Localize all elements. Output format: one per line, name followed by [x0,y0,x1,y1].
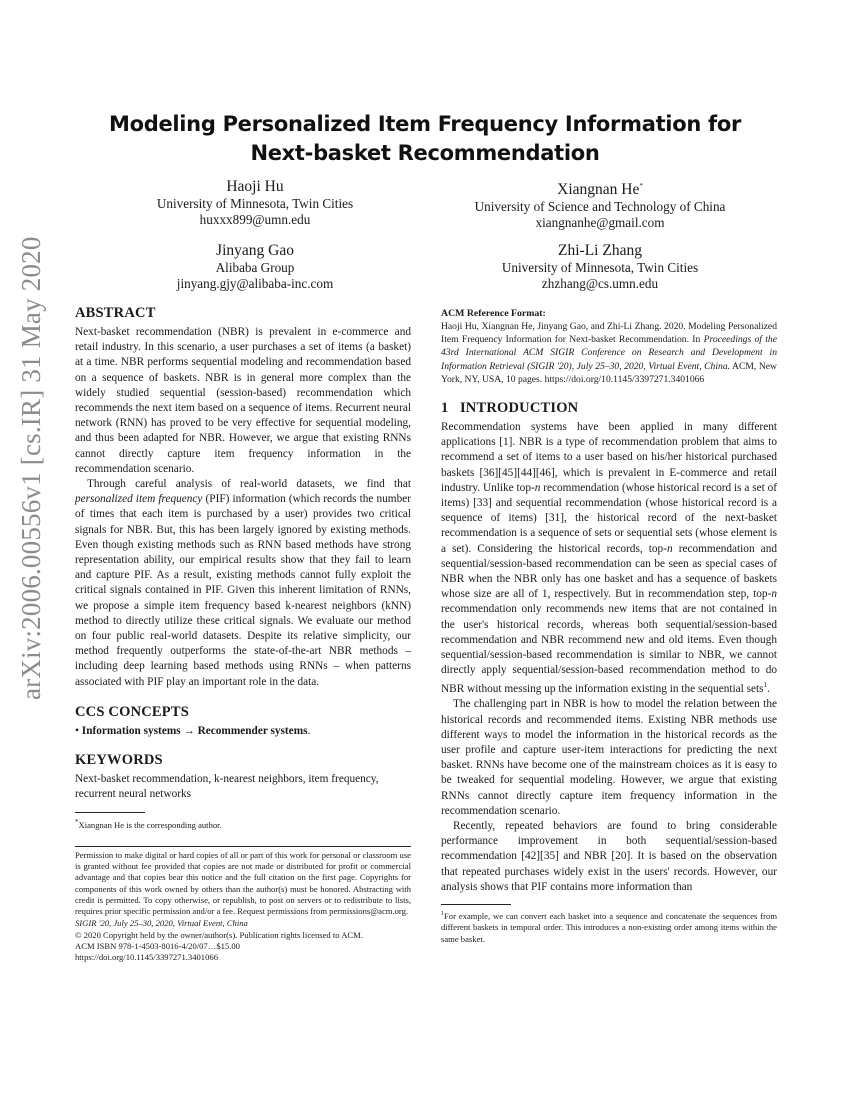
footnote-mark: 1 [441,911,444,918]
reference-format-body [441,320,777,386]
author-name: Zhi-Li Zhang [558,242,642,259]
author-block [85,177,425,228]
venue-text: SIGIR '20, July 25–30, 2020, Virtual Event, China [75,918,248,929]
ccs-concepts [75,724,411,739]
intro-paragraph-3: Recently, repeated behaviors are found to bring considerable performance improvement in both sequential/session-based recommendation [42][35] and NBR [20]. It is based on the observation that repeated purchases widely exist in the users' records. However, our analysis shows that PIF contains more information than [441,820,777,893]
title-line-1: Modeling Personalized Item Frequency Information for [108,112,742,136]
section-title: INTRODUCTION [459,400,579,417]
permission-rule [75,846,411,847]
text-span: Through careful analysis of real-world datasets, we find that [87,478,411,491]
proceedings-title: Proceedings of the 43rd International ACM SIGIR Conference on Research and Development in Information Retrieval (SIGIR '20), July 25–30, 2020, Virtual Event, China. [441,334,777,372]
text-span: recommendation (whose historical record is a set of items) [33] and sequential recommendation (whose historical record is a sequence of items) [31], the historical record of the next-basket recommendation is a sequence of sets or sequential sets (whose element is a set). Considering the historical records, top- [441,481,777,555]
author-affiliation: Alibaba Group [215,260,295,275]
text-span: recommendation and sequential/session-based recommendation can be seen as special cases of NBR when the NBR only has one basket and has a sequence of baskets whose size are all of 1, respectively. But in recommendation step, top- [441,542,777,601]
text-span: ACM, New York, NY, USA, 10 pages. https://doi.org/10.1145/3397271.3401066 [441,360,777,385]
author-name: Haoji Hu [226,178,284,195]
author-email: jinyang.gjy@alibaba-inc.com [176,276,334,291]
author-footnote [75,817,411,831]
author-block [430,177,770,231]
ccs-heading: CCS CONCEPTS [75,703,189,720]
author-affiliation: University of Minnesota, Twin Cities [501,260,699,275]
intro-paragraph-2: The challenging part in NBR is how to model the relation between the historical records and recommended items. Existing NBR methods use different ways to model the information in the historical records as the user profile and capture user-item interactions for predicting the next basket. RNNs have become one of the mainstream choices as it is easy to be tweaked for sequential modeling. However, we argue that existing RNNs cannot directly capture item frequency information in the recommendation scenario. [441,698,777,817]
footnote-text: For example, we can convert each basket into a sequence and concatenate the sequences from different baskets in temporal order. This introduces a non-existing order among items within the same basket. [441,910,777,944]
text-span: . [307,724,311,737]
footnote-text: Xiangnan He is the corresponding author. [78,820,222,831]
author-email: xiangnanhe@gmail.com [535,215,665,231]
abstract-paragraph-1: Next-basket recommendation (NBR) is prevalent in e-commerce and retail industry. In this scenario, a user purchases a set of items (a basket) at a time. NBR performs sequential modeling and recommendation based on a sequence of baskets. NBR is in general more complex than the widely studied sequential (session-based) recommendation which recommends the next item based on a sequence of items. Recurrent neural network (RNN) has proved to be very effective for sequential modeling, and thus been adapted for NBR. However, we argue that existing RNNs cannot directly capture item frequency information in the recommendation scenario. [75,326,411,475]
footnote-rule [75,812,145,813]
ccs-concept: Information systems [81,724,181,737]
paper-title [75,110,775,168]
title-line-2: Next-basket Recommendation [250,141,600,165]
italic-n: n [666,542,673,555]
author-name: Xiangnan He [557,181,640,199]
left-column [75,304,411,964]
footnote-1 [441,909,777,945]
footnote-mark: * [75,818,79,827]
author-affiliation: University of Science and Technology of China [474,199,726,215]
author-email: huxxx899@umn.edu [199,212,311,227]
arrow-icon: → [183,724,195,737]
introduction-heading [441,399,777,417]
text-span: Recommendation systems have been applied in many different applications [1]. NBR is a type of recommendation problem that aims to recommend a set of items to a user based on his/her historical purchased baskets [36][45][44][46], which is prevalent in E-commerce and retail industry. Unlike top- [441,421,777,494]
arxiv-identifier: arXiv:2006.00556v1 [cs.IR] 31 May 2020 [16,236,46,700]
doi-link[interactable]: https://doi.org/10.1145/3397271.3401066 [75,952,218,963]
permission-notice: Permission to make digital or hard copies of all or part of this work for personal or classroom use is granted without fee provided that copies are not made or distributed for profit or commercial advantage and that copies bear this notice and the full citation on the first page. Copyrights for components of this work owned by others than the author(s) must be honored. Abstracting with credit is permitted. To copy otherwise, or republish, to post on servers or to redistribute to lists, requires prior specific permission and/or a fee. Request permissions from permissions@acm.org. [75,849,411,917]
keywords-heading: KEYWORDS [75,752,163,769]
text-span: Haoji Hu, Xiangnan He, Jinyang Gao, and Zhi-Li Zhang. 2020. Modeling Personalized Item Frequency Information for Next-basket Recommendation. In [441,321,777,346]
author-block [430,241,770,292]
footnote-ref[interactable]: 1 [763,681,768,690]
emphasis-pif: personalized item frequency [75,493,203,506]
bullet: • [75,724,79,737]
copyright: © 2020 Copyright held by the owner/author(s). Publication rights licensed to ACM. [75,929,363,940]
author-email: zhzhang@cs.umn.edu [541,276,659,291]
italic-n: n [534,481,541,494]
text-span: . [767,683,770,696]
ccs-subconcept: Recommender systems [197,724,308,737]
intro-paragraph-1 [441,420,777,697]
abstract-heading: ABSTRACT [75,305,156,321]
right-column [441,307,777,945]
section-number: 1 [441,400,449,417]
venue [75,918,411,929]
author-block [85,241,425,292]
abstract-paragraph-2 [75,477,411,690]
text-span: recommendation only recommends new items that are not contained in the user's historical records, whereas both sequential/session-based recommendation and NBR recommend new and old items. Even though sequential/session-based recommendation is similar to NBR, we cannot directly apply sequential/session-based recommendation method to do NBR without messing up the information existing in the sequential sets [441,603,777,696]
text-span: (PIF) information (which records the number of times that each item is purchased by a user) provides two critical signals for NBR. But, this has been largely ignored by existing methods. Even though existing methods such as RNN based methods have strong representation ability, our empirical results show that they fail to learn and capture PIF. As a result, existing methods cannot fully exploit the critical signals contained in PIF. Given this inherent limitation of RNNs, we propose a simple item frequency based k-nearest neighbors (kNN) method to directly utilize these critical signals. We evaluate our method on four public real-world datasets. Despite its relative simplicity, our method frequently outperforms the state-of-the-art NBR methods – including deep learning based methods using RNNs – when patterns associated with PIF play an important role in the data. [75,493,411,688]
reference-format-heading: ACM Reference Format: [441,308,546,319]
author-name: Jinyang Gao [216,242,294,259]
author-name-line [430,177,770,199]
author-affiliation: University of Minnesota, Twin Cities [156,196,354,211]
keywords-text: Next-basket recommendation, k-nearest neighbors, item frequency, recurrent neural networks [75,773,379,801]
italic-n: n [771,588,777,601]
corresponding-mark: * [639,182,643,190]
isbn: ACM ISBN 978-1-4503-8016-4/20/07…$15.00 [75,941,240,952]
footnote-rule [441,904,511,905]
